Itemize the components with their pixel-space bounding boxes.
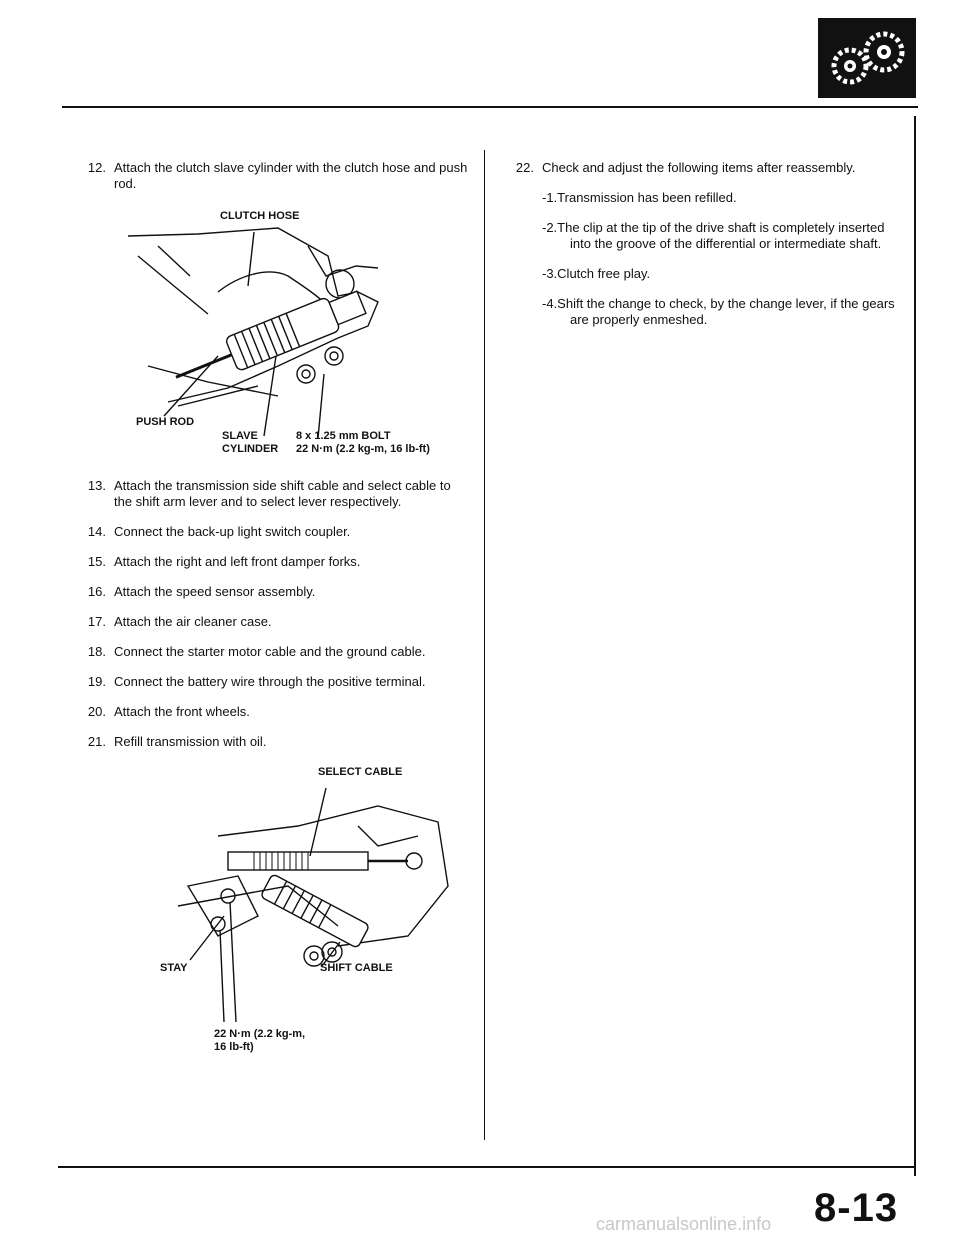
shift-cable-figure (78, 766, 470, 1066)
step-text: Attach the speed sensor assembly. (114, 584, 316, 599)
column-divider (484, 150, 485, 1140)
step-text: Attach the right and left front damper forks. (114, 554, 361, 569)
frame-right-rule (914, 116, 916, 1176)
check-item: -3.Clutch free play. (542, 266, 651, 281)
step-20 (78, 704, 470, 720)
step-number: 18. (87, 644, 106, 659)
clutch-slave-cylinder-figure (78, 206, 470, 458)
stay-callout: STAY (160, 962, 188, 974)
bolt-callout-line1: 8 x 1.25 mm BOLT (296, 430, 391, 442)
page-number: 8-13 (814, 1186, 899, 1230)
step-text: Attach the air cleaner case. (114, 614, 272, 629)
check-item: -1.Transmission has been refilled. (542, 190, 737, 205)
check-item: -4.Shift the change to check, by the change lever, if the gears are properly enmeshed. (542, 296, 895, 327)
torque-callout-line2: 16 lb-ft) (214, 1041, 254, 1053)
step-number: 19. (87, 674, 106, 689)
shift-select-cable-illustration (78, 766, 470, 1066)
step-number: 14. (87, 524, 106, 539)
step-text: Refill transmission with oil. (114, 734, 267, 749)
step-number: 12. (87, 160, 106, 175)
step-13 (78, 478, 470, 510)
step-text: Connect the battery wire through the positive terminal. (114, 674, 426, 689)
step-number: 15. (87, 554, 106, 569)
step-15 (78, 554, 470, 570)
slave-cylinder-callout-line1: SLAVE (222, 430, 258, 442)
step-number: 21. (87, 734, 106, 749)
step-21 (78, 734, 470, 750)
check-items-list (506, 190, 898, 328)
step-17 (78, 614, 470, 630)
clutch-hose-callout: CLUTCH HOSE (220, 210, 300, 222)
step-text: Check and adjust the following items after reassembly. (542, 160, 856, 175)
push-rod-callout: PUSH ROD (136, 416, 195, 428)
watermark: carmanualsonline.info (596, 1214, 772, 1234)
step-number: 17. (87, 614, 106, 629)
step-text: Attach the clutch slave cylinder with the clutch hose and push rod. (114, 160, 468, 191)
step-number: 22. (515, 160, 534, 175)
step-19 (78, 674, 470, 690)
step-number: 20. (87, 704, 106, 719)
bolt-callout-line2: 22 N·m (2.2 kg-m, 16 lb-ft) (296, 443, 430, 455)
step-text: Connect the starter motor cable and the ground cable. (114, 644, 426, 659)
select-cable-callout: SELECT CABLE (318, 766, 403, 778)
shift-cable-callout: SHIFT CABLE (320, 962, 393, 974)
step-12 (78, 160, 470, 192)
section-gear-icon (818, 18, 916, 98)
step-18 (78, 644, 470, 660)
step-22 (506, 160, 898, 176)
bottom-rule (58, 1166, 916, 1168)
left-column (78, 160, 470, 1066)
right-column (506, 160, 898, 342)
top-rule (62, 106, 918, 108)
step-number: 13. (87, 478, 106, 493)
check-item: -2.The clip at the tip of the drive shaft is completely inserted into the groove of the differential or intermediate shaft. (542, 220, 885, 251)
slave-cylinder-callout-line2: CYLINDER (222, 443, 279, 455)
step-number: 16. (87, 584, 106, 599)
step-text: Connect the back-up light switch coupler. (114, 524, 351, 539)
step-text: Attach the front wheels. (114, 704, 250, 719)
step-14 (78, 524, 470, 540)
step-16 (78, 584, 470, 600)
torque-callout-line1: 22 N·m (2.2 kg-m, (214, 1028, 306, 1040)
step-text: Attach the transmission side shift cable and select cable to the shift arm lever and to select lever respectively. (114, 478, 451, 509)
